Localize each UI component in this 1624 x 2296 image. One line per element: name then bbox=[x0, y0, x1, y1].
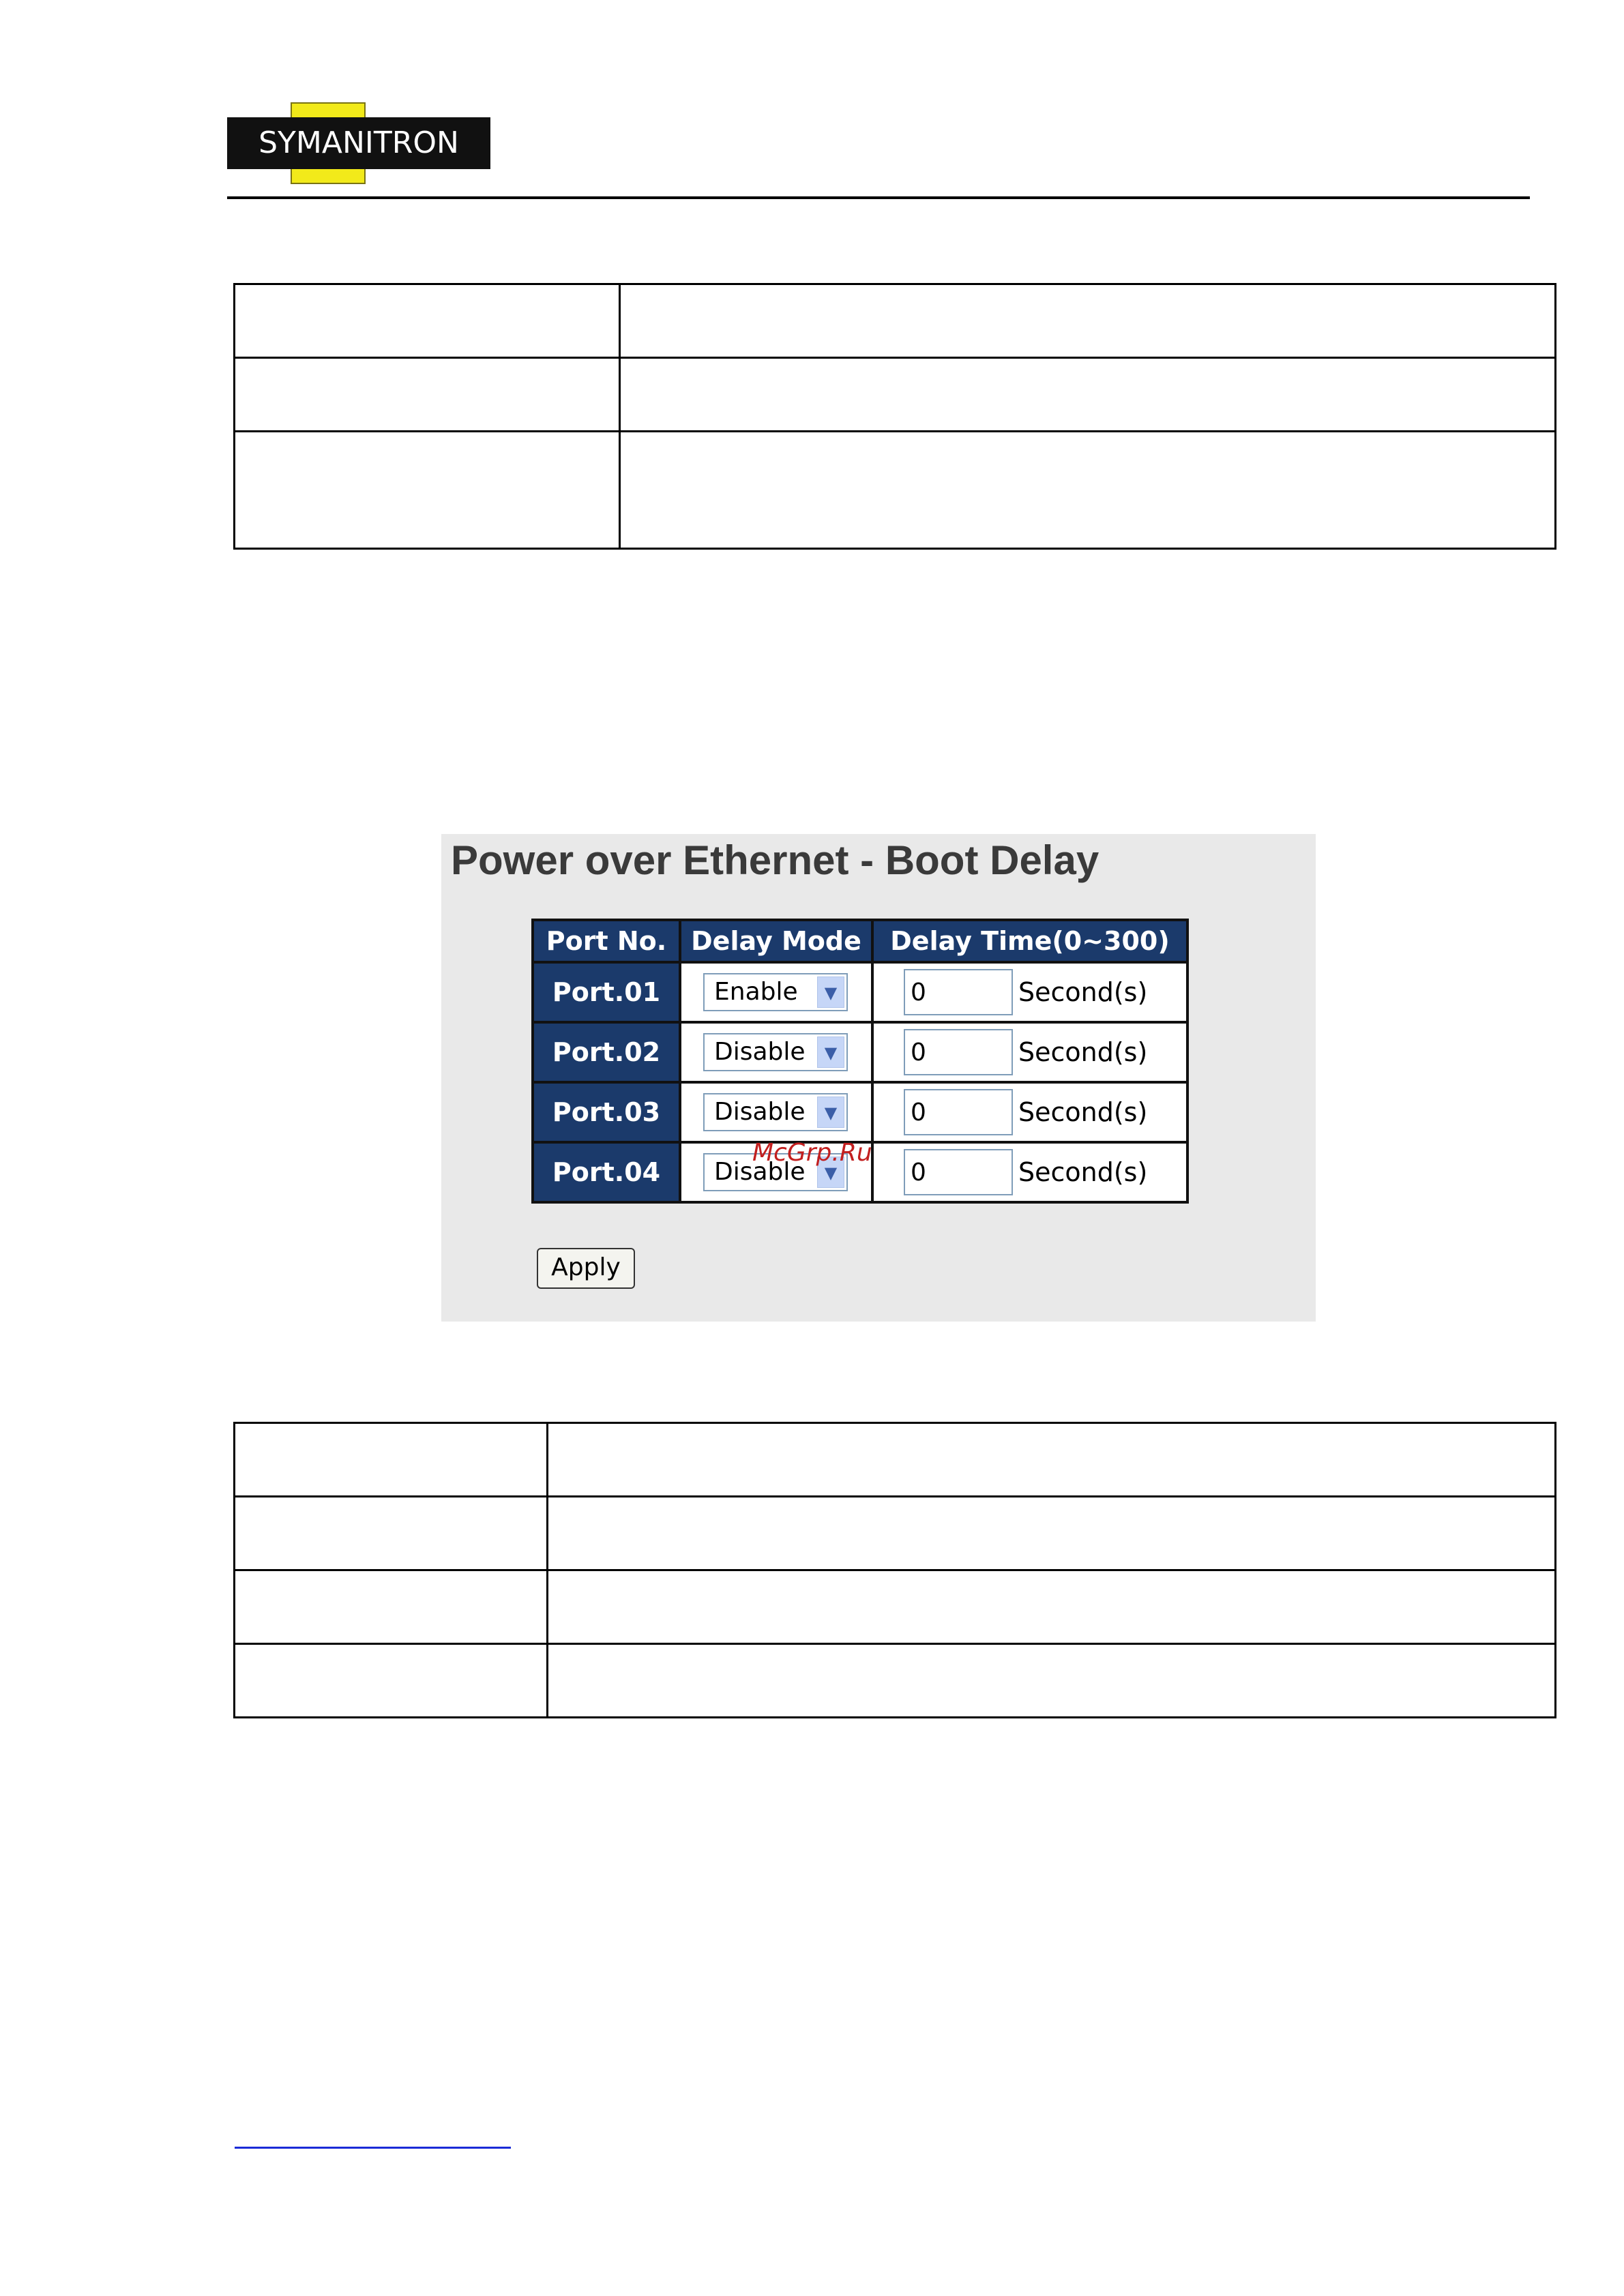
select-value: Disable bbox=[714, 1098, 806, 1126]
table-header-row bbox=[533, 920, 1187, 962]
panel-title: Power over Ethernet - Boot Delay bbox=[451, 837, 1099, 883]
delay-mode-select-port-02[interactable] bbox=[703, 1033, 848, 1071]
unit-label: Second(s) bbox=[1018, 1037, 1148, 1067]
table-row bbox=[533, 1082, 1187, 1142]
table-row bbox=[235, 1570, 1556, 1644]
table-row bbox=[235, 358, 1556, 432]
table-row bbox=[235, 432, 1556, 549]
chevron-down-icon[interactable]: ▼ bbox=[817, 1037, 844, 1068]
table-row bbox=[235, 1644, 1556, 1718]
port-label: Port.01 bbox=[533, 962, 680, 1022]
table-row bbox=[533, 1022, 1187, 1082]
unit-label: Second(s) bbox=[1018, 1097, 1148, 1127]
table-row bbox=[235, 284, 1556, 358]
select-value: Disable bbox=[714, 1038, 806, 1066]
column-header-delay-mode: Delay Mode bbox=[680, 920, 872, 962]
port-label: Port.02 bbox=[533, 1022, 680, 1082]
delay-time-input-port-04[interactable] bbox=[904, 1149, 1013, 1195]
parameter-table-bottom bbox=[233, 1422, 1556, 1718]
unit-label: Second(s) bbox=[1018, 977, 1148, 1007]
parameter-table-top bbox=[233, 283, 1556, 550]
table-row bbox=[235, 1497, 1556, 1570]
poe-boot-delay-panel bbox=[441, 834, 1316, 1322]
watermark-text: McGrp.Ru bbox=[752, 1139, 872, 1167]
table-row bbox=[533, 962, 1187, 1022]
unit-label: Second(s) bbox=[1018, 1157, 1148, 1187]
chevron-down-icon[interactable]: ▼ bbox=[817, 1157, 844, 1188]
delay-time-input-port-03[interactable] bbox=[904, 1089, 1013, 1135]
column-header-delay-time: Delay Time(0~300) bbox=[872, 920, 1187, 962]
apply-button[interactable]: Apply bbox=[537, 1248, 635, 1289]
select-value: Enable bbox=[714, 978, 798, 1006]
chevron-down-icon[interactable]: ▼ bbox=[817, 1097, 844, 1128]
logo-text: SYMANITRON bbox=[259, 125, 459, 160]
delay-time-input-port-02[interactable] bbox=[904, 1029, 1013, 1075]
port-label: Port.03 bbox=[533, 1082, 680, 1142]
header-divider bbox=[227, 196, 1530, 199]
chevron-down-icon[interactable]: ▼ bbox=[817, 976, 844, 1008]
select-value: Disable bbox=[714, 1158, 806, 1186]
footer-link-underline[interactable] bbox=[235, 2147, 511, 2149]
delay-mode-select-port-03[interactable] bbox=[703, 1093, 848, 1131]
column-header-port: Port No. bbox=[533, 920, 680, 962]
delay-time-input-port-01[interactable] bbox=[904, 969, 1013, 1015]
brand-logo bbox=[227, 102, 490, 184]
table-row bbox=[235, 1423, 1556, 1497]
delay-mode-select-port-01[interactable] bbox=[703, 973, 848, 1011]
port-label: Port.04 bbox=[533, 1142, 680, 1202]
